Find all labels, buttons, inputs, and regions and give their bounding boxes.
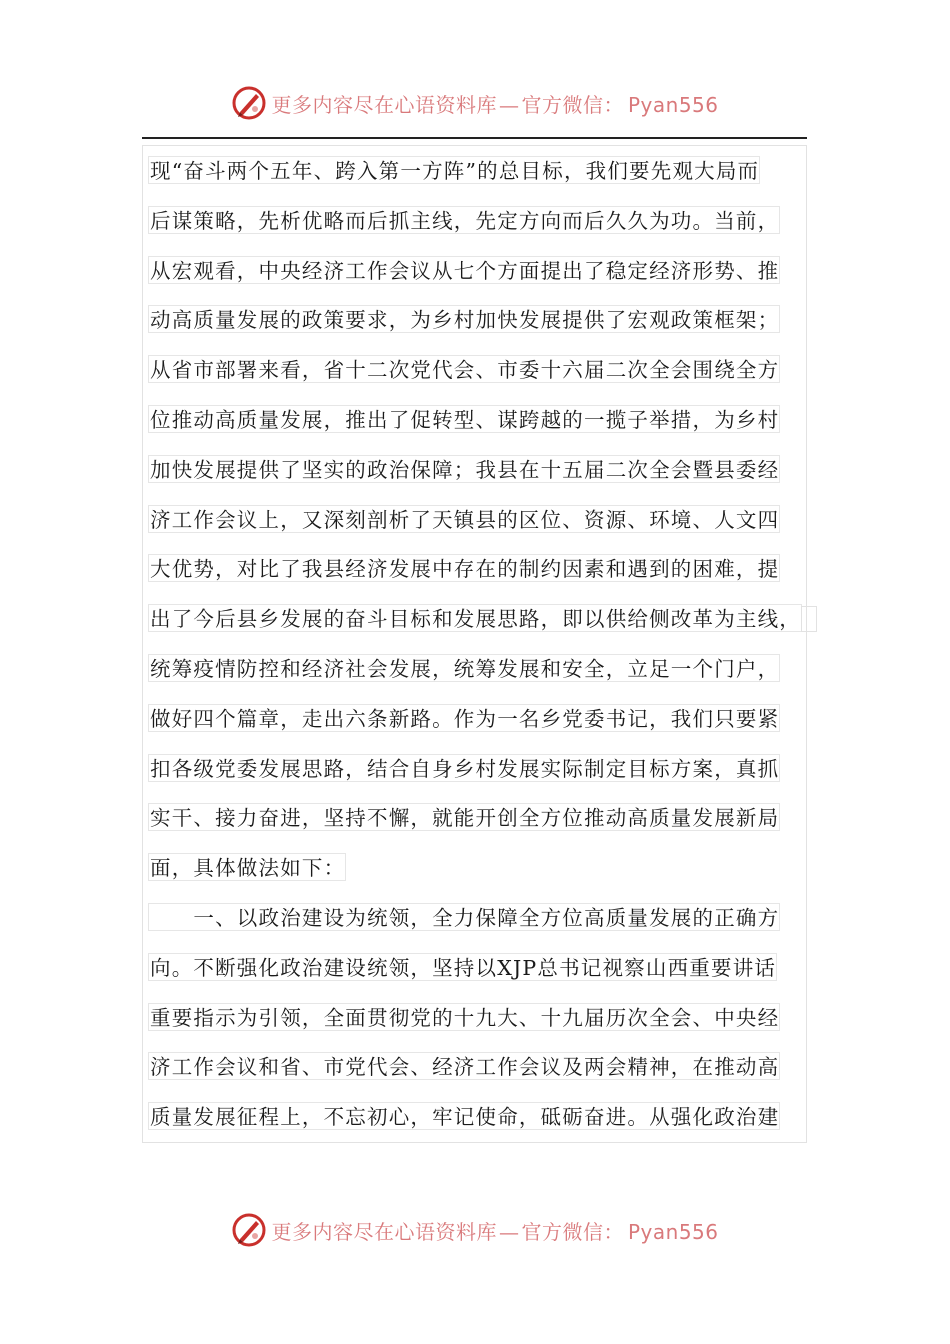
text-line: 济工作会议和省、市党代会、经济工作会议及两会精神，在推动高 xyxy=(148,1052,780,1080)
header-wechat-id: Pyan556 xyxy=(627,92,719,117)
text-line: 面，具体做法如下： xyxy=(148,853,346,881)
text-line: 位推动高质量发展，推出了促转型、谋跨越的一揽子举措，为乡村 xyxy=(148,405,780,433)
pen-logo-icon xyxy=(231,1212,267,1248)
text-line: 从省市部署来看，省十二次党代会、市委十六届二次全会围绕全方 xyxy=(148,355,780,383)
text-line: 出了今后县乡发展的奋斗目标和发展思路，即以供给侧改革为主线， xyxy=(148,604,802,632)
header-banner xyxy=(0,83,950,123)
text-line: 做好四个篇章，走出六条新路。作为一名乡党委书记，我们只要紧 xyxy=(148,704,780,732)
text-line: 济工作会议上，又深刻剖析了天镇县的区位、资源、环境、人文四 xyxy=(148,505,780,533)
text-line: 向。不断强化政治建设统领，坚持以XJP总书记视察山西重要讲话 xyxy=(148,953,777,981)
text-line: 一、以政治建设为统领，全力保障全方位高质量发展的正确方 xyxy=(148,903,780,931)
footer-separator: — xyxy=(498,1219,520,1244)
header-wechat-label: 官方微信： xyxy=(521,92,624,117)
document-body xyxy=(142,145,807,1143)
header-rule xyxy=(142,137,807,139)
text-line: 加快发展提供了坚实的政治保障；我县在十五届二次全会暨县委经 xyxy=(148,455,780,483)
footer-site-name: 更多内容尽在心语资料库 xyxy=(271,1219,497,1244)
text-line: 动高质量发展的政策要求，为乡村加快发展提供了宏观政策框架； xyxy=(148,305,780,333)
footer-banner-text xyxy=(271,1216,718,1245)
text-line: 质量发展征程上，不忘初心，牢记使命，砥砺奋进。从强化政治建 xyxy=(148,1102,780,1130)
header-separator: — xyxy=(498,92,520,117)
text-line: 实干、接力奋进，坚持不懈，就能开创全方位推动高质量发展新局 xyxy=(148,803,780,831)
text-line: 后谋策略，先析优略而后抓主线，先定方向而后久久为功。当前， xyxy=(148,206,780,234)
text-line: 统筹疫情防控和经济社会发展，统筹发展和安全，立足一个门户， xyxy=(148,654,780,682)
header-site-name: 更多内容尽在心语资料库 xyxy=(271,92,497,117)
text-line: 从宏观看，中央经济工作会议从七个方面提出了稳定经济形势、推 xyxy=(148,256,780,284)
text-line: 扣各级党委发展思路，结合自身乡村发展实际制定目标方案，真抓 xyxy=(148,754,780,782)
margin-box xyxy=(801,606,817,632)
text-line: 现“奋斗两个五年、跨入第一方阵”的总目标，我们要先观大局而 xyxy=(148,156,760,184)
text-line: 重要指示为引领，全面贯彻党的十九大、十九届历次全会、中央经 xyxy=(148,1003,780,1031)
footer-wechat-label: 官方微信： xyxy=(521,1219,624,1244)
footer-banner xyxy=(0,1210,950,1250)
pen-logo-icon xyxy=(231,85,267,121)
header-banner-text xyxy=(271,89,718,118)
footer-wechat-id: Pyan556 xyxy=(627,1219,719,1244)
text-line: 大优势，对比了我县经济发展中存在的制约因素和遇到的困难，提 xyxy=(148,554,780,582)
